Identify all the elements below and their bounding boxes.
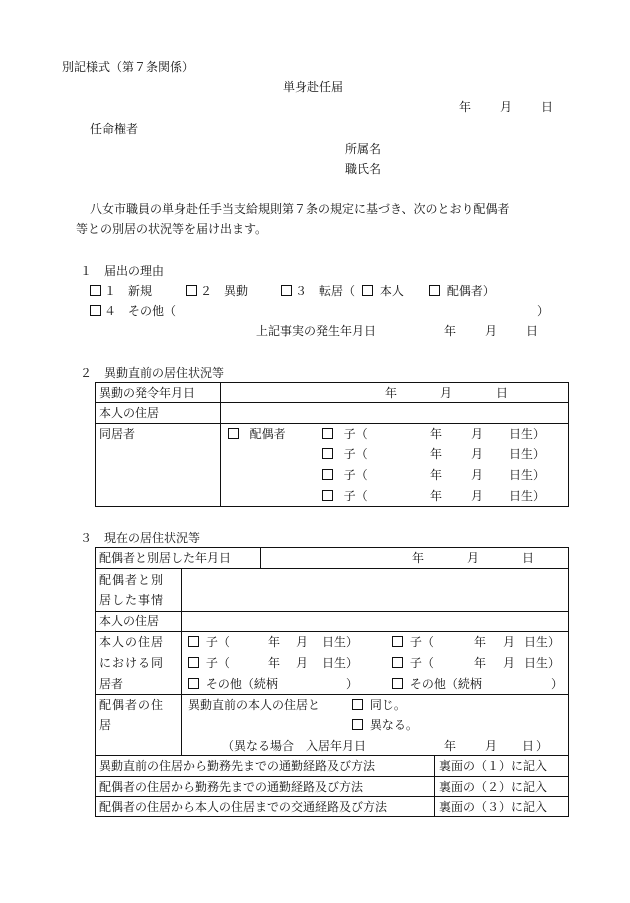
- move-in-month: 月: [485, 739, 498, 753]
- prev-home-label: 異動直前の本人の住居と: [188, 698, 321, 712]
- order-date-month: 月: [440, 386, 453, 400]
- checkbox-icon[interactable]: [90, 285, 101, 296]
- checkbox-icon[interactable]: [429, 285, 440, 296]
- separation-day: 日: [522, 551, 535, 565]
- child-label: 子（: [205, 635, 230, 649]
- different-label: 異なる。: [369, 718, 418, 732]
- current-cohab-label: における同: [99, 656, 165, 670]
- date-year: 年: [459, 100, 472, 114]
- date-month: 月: [500, 100, 513, 114]
- divider: [95, 631, 569, 632]
- current-cohab-label: 居者: [99, 677, 124, 691]
- current-child-day: 日生）: [322, 656, 359, 670]
- reason-other-close: ）: [537, 304, 550, 318]
- current-child-row[interactable]: [392, 635, 434, 649]
- divider: [95, 694, 569, 695]
- child-label: 子（: [205, 656, 230, 670]
- current-child-month: 月: [296, 635, 309, 649]
- route-3-label: 配偶者の住居から本人の住居までの交通経路及び方法: [99, 800, 388, 814]
- prev-child-month: 月: [471, 447, 484, 461]
- prev-child-day: 日生）: [509, 489, 546, 503]
- recipient: 任命権者: [90, 122, 139, 136]
- checkbox-icon[interactable]: [362, 285, 373, 296]
- section2-heading: ２ 異動直前の居住状況等: [80, 366, 225, 380]
- checkbox-icon[interactable]: [392, 636, 403, 647]
- current-child-month: 月: [296, 656, 309, 670]
- child-label: 子（: [343, 427, 368, 441]
- current-child-row[interactable]: [392, 656, 434, 670]
- reason-relocation-label: ３ 転居（: [295, 284, 356, 298]
- divider: [434, 755, 435, 817]
- child-label: 子（: [343, 468, 368, 482]
- section1-heading: １ 届出の理由: [80, 264, 165, 278]
- checkbox-icon[interactable]: [392, 678, 403, 689]
- divider: [95, 611, 569, 612]
- route-2-label: 配偶者の住居から勤務先までの通勤経路及び方法: [99, 780, 364, 794]
- occurrence-month: 月: [485, 324, 498, 338]
- current-other-close: ）: [551, 677, 564, 691]
- route-3-note: 裏面の（３）に記入: [439, 800, 548, 814]
- cohabitant-spouse[interactable]: [228, 427, 286, 441]
- checkbox-icon[interactable]: [186, 285, 197, 296]
- relocation-self[interactable]: [362, 284, 404, 298]
- checkbox-icon[interactable]: [392, 657, 403, 668]
- separation-reason-label: 配偶者と別: [99, 573, 165, 587]
- cohabitant-spouse-label: 配偶者: [249, 427, 286, 441]
- separation-date-label: 配偶者と別居した年月日: [99, 551, 232, 565]
- divider: [95, 423, 569, 424]
- form-title: 単身赴任届: [283, 80, 344, 94]
- occurrence-year: 年: [444, 324, 457, 338]
- relocation-self-label: 本人: [379, 284, 404, 298]
- prev-child-row[interactable]: [322, 447, 368, 461]
- divider: [95, 568, 569, 569]
- form-reference: 別記様式（第７条関係）: [62, 60, 195, 74]
- section3-heading: ３ 現在の居住状況等: [80, 531, 201, 545]
- child-label: 子（: [409, 656, 434, 670]
- reason-relocation[interactable]: [281, 284, 355, 298]
- current-child-row[interactable]: [188, 656, 230, 670]
- current-child-day: 日生）: [524, 656, 561, 670]
- prev-residence-label: 本人の住居: [99, 406, 160, 420]
- relocation-spouse[interactable]: [429, 284, 495, 298]
- different-option[interactable]: [352, 718, 418, 732]
- checkbox-icon[interactable]: [188, 636, 199, 647]
- divider: [220, 382, 221, 507]
- relocation-spouse-label: 配偶者）: [446, 284, 495, 298]
- current-other-close: ）: [346, 677, 359, 691]
- checkbox-icon[interactable]: [322, 490, 333, 501]
- other-label: その他（続柄: [409, 677, 482, 691]
- checkbox-icon[interactable]: [322, 469, 333, 480]
- reason-other[interactable]: [90, 304, 176, 318]
- prev-child-year: 年: [430, 427, 443, 441]
- current-child-day: 日生）: [322, 635, 359, 649]
- same-option[interactable]: [352, 698, 406, 712]
- reason-new[interactable]: [90, 284, 152, 298]
- divider: [260, 547, 261, 568]
- child-label: 子（: [343, 489, 368, 503]
- checkbox-icon[interactable]: [322, 428, 333, 439]
- prev-child-day: 日生）: [509, 468, 546, 482]
- current-residence-label: 本人の住居: [99, 614, 160, 628]
- checkbox-icon[interactable]: [352, 699, 363, 710]
- separation-year: 年: [412, 551, 425, 565]
- intro-line-1: 八女市職員の単身赴任手当支給規則第７条の規定に基づき、次のとおり配偶者: [90, 202, 510, 216]
- divider: [95, 402, 569, 403]
- route-1-note: 裏面の（１）に記入: [439, 759, 548, 773]
- move-in-year: 年: [444, 739, 457, 753]
- date-day: 日: [541, 100, 554, 114]
- child-label: 子（: [343, 447, 368, 461]
- prev-child-row[interactable]: [322, 427, 368, 441]
- separation-reason-label: 居した事情: [99, 593, 165, 607]
- prev-child-row[interactable]: [322, 489, 368, 503]
- prev-child-month: 月: [471, 468, 484, 482]
- prev-child-day: 日生）: [509, 447, 546, 461]
- same-label: 同じ。: [369, 698, 406, 712]
- order-date-label: 異動の発令年月日: [99, 386, 196, 400]
- checkbox-icon[interactable]: [90, 305, 101, 316]
- intro-line-2: 等との別居の状況等を届け出ます。: [76, 222, 268, 236]
- reason-transfer-label: ２ 異動: [200, 284, 249, 298]
- reason-transfer[interactable]: [186, 284, 248, 298]
- checkbox-icon[interactable]: [228, 428, 239, 439]
- checkbox-icon[interactable]: [281, 285, 292, 296]
- current-child-row[interactable]: [188, 635, 230, 649]
- separation-month: 月: [467, 551, 480, 565]
- divider: [95, 776, 569, 777]
- prev-child-month: 月: [471, 427, 484, 441]
- divider: [95, 755, 569, 756]
- prev-child-day: 日生）: [509, 427, 546, 441]
- occurrence-day: 日: [526, 324, 539, 338]
- move-in-close: ）: [536, 739, 549, 753]
- divider: [181, 568, 182, 755]
- child-label: 子（: [409, 635, 434, 649]
- reason-new-label: １ 新規: [104, 284, 153, 298]
- prev-child-month: 月: [471, 489, 484, 503]
- current-other-row[interactable]: [392, 677, 482, 691]
- occurrence-date-label: 上記事実の発生年月日: [256, 324, 377, 338]
- prev-child-year: 年: [430, 447, 443, 461]
- other-label: その他（続柄: [205, 677, 278, 691]
- divider: [95, 796, 569, 797]
- current-child-year: 年: [474, 656, 487, 670]
- current-child-year: 年: [268, 635, 281, 649]
- route-2-note: 裏面の（２）に記入: [439, 780, 548, 794]
- prev-child-year: 年: [430, 489, 443, 503]
- cohabitant-label: 同居者: [99, 427, 136, 441]
- order-date-year: 年: [385, 386, 398, 400]
- checkbox-icon[interactable]: [352, 719, 363, 730]
- current-child-month: 月: [503, 635, 516, 649]
- if-different-label: （異なる場合 入居年月日: [222, 739, 367, 753]
- current-child-month: 月: [503, 656, 516, 670]
- name-label: 職氏名: [345, 162, 382, 176]
- reason-other-label: ４ その他（: [104, 304, 177, 318]
- current-child-day: 日生）: [524, 635, 561, 649]
- move-in-day: 日: [522, 739, 535, 753]
- checkbox-icon[interactable]: [322, 448, 333, 459]
- prev-child-row[interactable]: [322, 468, 368, 482]
- spouse-residence-label: 配偶者の住: [99, 698, 165, 712]
- current-child-year: 年: [474, 635, 487, 649]
- current-cohab-label: 本人の住居: [99, 635, 165, 649]
- current-child-year: 年: [268, 656, 281, 670]
- route-1-label: 異動直前の住居から勤務先までの通勤経路及び方法: [99, 759, 376, 773]
- prev-child-year: 年: [430, 468, 443, 482]
- affiliation-label: 所属名: [345, 142, 382, 156]
- checkbox-icon[interactable]: [188, 678, 199, 689]
- checkbox-icon[interactable]: [188, 657, 199, 668]
- order-date-day: 日: [496, 386, 509, 400]
- current-other-row[interactable]: [188, 677, 278, 691]
- spouse-residence-label: 居: [99, 718, 112, 732]
